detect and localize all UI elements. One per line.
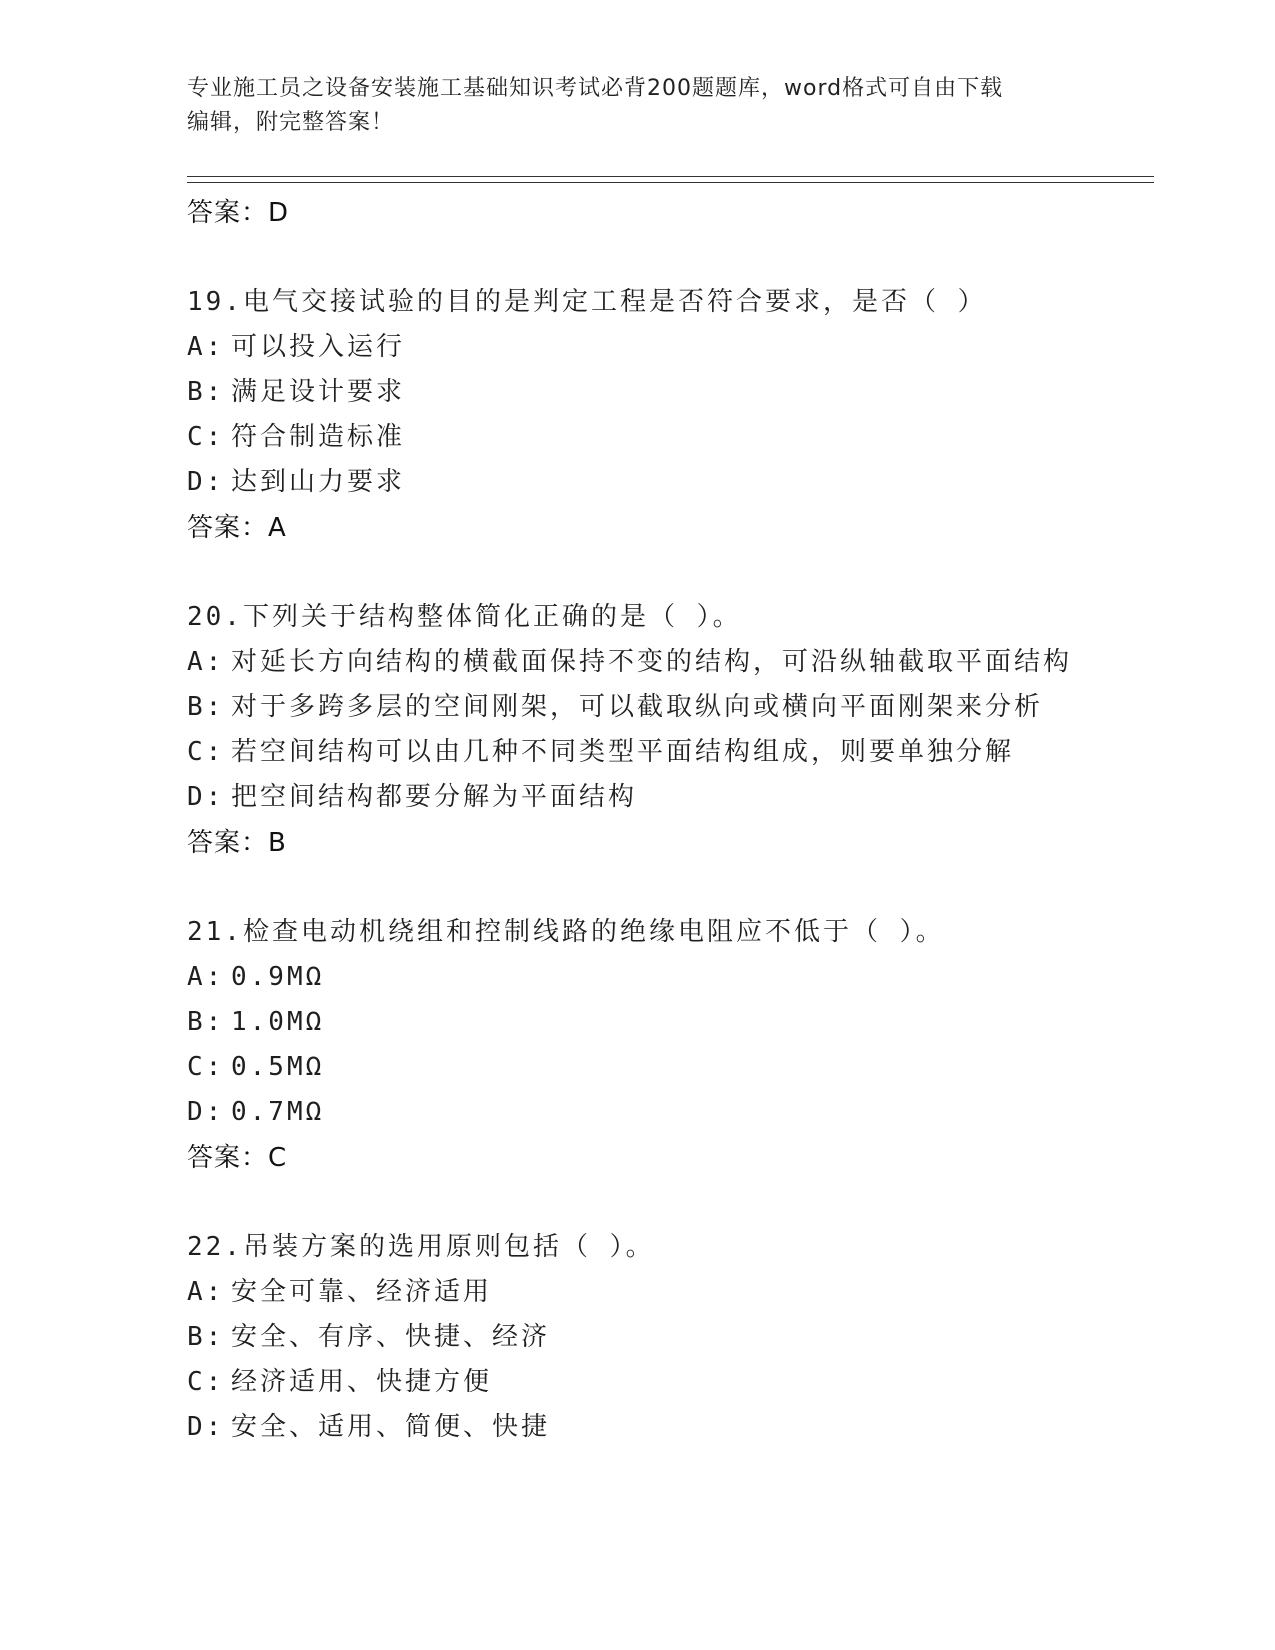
option-text: 可以投入运行: [231, 332, 406, 362]
option-d: [187, 1405, 1167, 1450]
option-b: [187, 370, 1167, 415]
option-a: [187, 955, 1167, 1000]
document-header: [187, 72, 1067, 140]
option-text: 安全可靠、经济适用: [231, 1277, 493, 1307]
option-key: A:: [187, 962, 225, 992]
option-key: D:: [187, 467, 225, 497]
spacer: [187, 236, 1167, 280]
spacer: [187, 866, 1167, 910]
header-line-1: 专业施工员之设备安装施工基础知识考试必背200题题库，word格式可自由下载: [187, 76, 1004, 101]
option-key: D:: [187, 1412, 225, 1442]
option-key: A:: [187, 647, 225, 677]
option-a: [187, 640, 1167, 685]
option-key: B:: [187, 1322, 225, 1352]
spacer: [187, 1181, 1167, 1225]
answer-line: 答案：C: [187, 1143, 288, 1173]
option-key: D:: [187, 782, 225, 812]
question-block-20: [187, 595, 1167, 866]
question-block-22: [187, 1225, 1167, 1450]
option-key: B:: [187, 692, 225, 722]
option-key: B:: [187, 1007, 225, 1037]
option-text: 对于多跨多层的空间刚架，可以截取纵向或横向平面刚架来分析: [231, 692, 1044, 722]
question-block-19: [187, 280, 1167, 551]
option-key: C:: [187, 737, 225, 767]
option-c: [187, 1360, 1167, 1405]
option-key: D:: [187, 1097, 225, 1127]
option-c: [187, 415, 1167, 460]
option-text: 满足设计要求: [231, 377, 406, 407]
option-a: [187, 325, 1167, 370]
option-key: C:: [187, 422, 225, 452]
answer-line: 答案：A: [187, 513, 287, 543]
option-b: [187, 1315, 1167, 1360]
question-text: 21.检查电动机绕组和控制线路的绝缘电阻应不低于（ ）。: [187, 917, 945, 947]
header-line-2: 编辑，附完整答案！: [187, 110, 395, 135]
question-text: 22.吊装方案的选用原则包括（ ）。: [187, 1232, 655, 1262]
option-d: [187, 1090, 1167, 1135]
option-text: 安全、有序、快捷、经济: [231, 1322, 551, 1352]
option-key: C:: [187, 1367, 225, 1397]
option-text: 0.5MΩ: [231, 1052, 325, 1082]
header-divider-bottom: [187, 182, 1154, 183]
option-c: [187, 1045, 1167, 1090]
option-text: 若空间结构可以由几种不同类型平面结构组成，则要单独分解: [231, 737, 1015, 767]
answer-line: 答案：B: [187, 828, 287, 858]
question-text: 19.电气交接试验的目的是判定工程是否符合要求，是否（ ）: [187, 287, 987, 317]
option-key: A:: [187, 1277, 225, 1307]
option-a: [187, 1270, 1167, 1315]
header-divider-top: [187, 176, 1154, 177]
option-text: 把空间结构都要分解为平面结构: [231, 782, 638, 812]
option-text: 安全、适用、简便、快捷: [231, 1412, 551, 1442]
option-text: 符合制造标准: [231, 422, 406, 452]
option-b: [187, 685, 1167, 730]
option-b: [187, 1000, 1167, 1045]
option-text: 0.9MΩ: [231, 962, 325, 992]
option-text: 1.0MΩ: [231, 1007, 325, 1037]
option-key: A:: [187, 332, 225, 362]
previous-answer: 答案：D: [187, 198, 290, 228]
option-text: 达到山力要求: [231, 467, 406, 497]
option-text: 对延长方向结构的横截面保持不变的结构，可沿纵轴截取平面结构: [231, 647, 1073, 677]
option-d: [187, 460, 1167, 505]
question-text: 20.下列关于结构整体简化正确的是（ ）。: [187, 602, 742, 632]
option-key: B:: [187, 377, 225, 407]
option-text: 0.7MΩ: [231, 1097, 325, 1127]
option-key: C:: [187, 1052, 225, 1082]
option-c: [187, 730, 1167, 775]
spacer: [187, 551, 1167, 595]
option-text: 经济适用、快捷方便: [231, 1367, 493, 1397]
question-list: [187, 190, 1167, 1450]
question-block-21: [187, 910, 1167, 1181]
option-d: [187, 775, 1167, 820]
